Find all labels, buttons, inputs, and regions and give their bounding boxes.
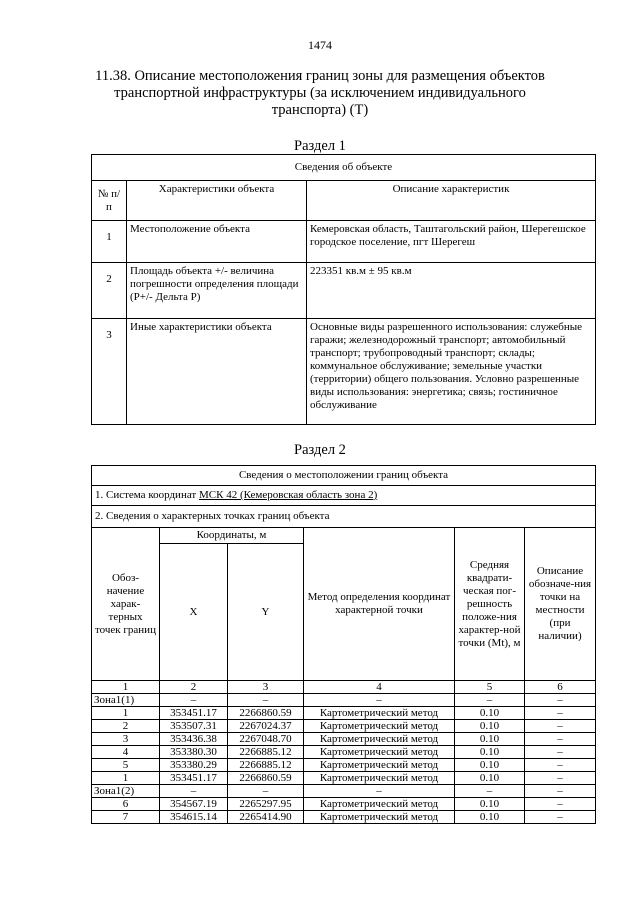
point-x: – — [160, 694, 228, 707]
table-row — [92, 707, 596, 720]
boundary-info-header: Сведения о местоположении границ объекта — [92, 466, 596, 486]
point-y: 2267048.70 — [228, 733, 304, 746]
col-char-header: Характеристики объекта — [127, 181, 307, 221]
table-row — [92, 319, 596, 425]
col-number: 5 — [455, 681, 525, 694]
point-desc: – — [525, 746, 596, 759]
point-name: 7 — [92, 811, 160, 824]
point-method: – — [304, 785, 455, 798]
point-name: Зона1(2) — [92, 785, 160, 798]
point-name: 6 — [92, 798, 160, 811]
point-error: 0.10 — [455, 811, 525, 824]
zone-row — [92, 785, 596, 798]
point-y: 2266885.12 — [228, 746, 304, 759]
point-y: – — [228, 694, 304, 707]
section2-title: Раздел 2 — [294, 442, 346, 458]
point-x: 353380.30 — [160, 746, 228, 759]
table-row — [92, 720, 596, 733]
table-row — [92, 759, 596, 772]
row-char: Местоположение объекта — [127, 221, 307, 263]
col-y-header: Y — [228, 544, 304, 681]
point-name: Зона1(1) — [92, 694, 160, 707]
coordinate-system-row — [92, 486, 596, 506]
point-y: 2267024.37 — [228, 720, 304, 733]
point-desc: – — [525, 785, 596, 798]
point-desc: – — [525, 720, 596, 733]
point-error: 0.10 — [455, 759, 525, 772]
point-desc: – — [525, 772, 596, 785]
table-row — [92, 263, 596, 319]
col-coordinates-header: Координаты, м — [160, 528, 304, 544]
row-char: Площадь объекта +/- величина погрешности определения площади (Р+/- Дельта Р) — [127, 263, 307, 319]
coordinate-system-label: 1. Система координат — [95, 489, 197, 501]
point-name: 1 — [92, 772, 160, 785]
table-row — [92, 221, 596, 263]
column-numbers-row — [92, 681, 596, 694]
col-number: 6 — [525, 681, 596, 694]
col-x-header: X — [160, 544, 228, 681]
point-name: 5 — [92, 759, 160, 772]
point-error: 0.10 — [455, 720, 525, 733]
point-error: 0.10 — [455, 798, 525, 811]
coordinate-system-value: МСК 42 (Кемеровская область зона 2) — [198, 489, 378, 501]
page-number: 1474 — [308, 38, 332, 52]
col-number: 4 — [304, 681, 455, 694]
zone-row — [92, 694, 596, 707]
point-y: 2266860.59 — [228, 707, 304, 720]
col-num-header: № п/п — [92, 181, 127, 221]
table-row — [92, 811, 596, 824]
point-method: Картометрический метод — [304, 798, 455, 811]
row-desc: Кемеровская область, Таштагольский район, Шерегешское городское поселение, пгт Шерегеш — [307, 221, 596, 263]
point-name: 2 — [92, 720, 160, 733]
point-error: 0.10 — [455, 707, 525, 720]
col-number: 3 — [228, 681, 304, 694]
table-row — [92, 798, 596, 811]
col-number: 2 — [160, 681, 228, 694]
col-point-name-header: Обоз-начение харак-терных точек границ — [92, 528, 160, 681]
point-desc: – — [525, 694, 596, 707]
col-number: 1 — [92, 681, 160, 694]
row-char: Иные характеристики объекта — [127, 319, 307, 425]
point-x: 354567.19 — [160, 798, 228, 811]
point-y: 2265414.90 — [228, 811, 304, 824]
point-name: 1 — [92, 707, 160, 720]
point-x: – — [160, 785, 228, 798]
point-error: – — [455, 785, 525, 798]
table-row — [92, 772, 596, 785]
row-num: 1 — [92, 221, 127, 263]
point-error: 0.10 — [455, 772, 525, 785]
point-method: Картометрический метод — [304, 733, 455, 746]
point-name: 3 — [92, 733, 160, 746]
object-info-header: Сведения об объекте — [92, 155, 596, 181]
point-desc: – — [525, 759, 596, 772]
point-x: 353436.38 — [160, 733, 228, 746]
col-method-header: Метод определения координат характерной точки — [304, 528, 455, 681]
point-desc: – — [525, 811, 596, 824]
point-method: Картометрический метод — [304, 720, 455, 733]
document-title: 11.38. Описание местоположения границ зоны для размещения объектов транспортной инфраструктуры (за исключением индивидуального транспорта) (Т) — [95, 68, 545, 118]
point-error: 0.10 — [455, 733, 525, 746]
points-header: 2. Сведения о характерных точках границ объекта — [92, 506, 596, 528]
point-y: 2266885.12 — [228, 759, 304, 772]
point-error: 0.10 — [455, 746, 525, 759]
point-x: 354615.14 — [160, 811, 228, 824]
point-method: Картометрический метод — [304, 772, 455, 785]
point-name: 4 — [92, 746, 160, 759]
row-desc: Основные виды разрешенного использования: служебные гаражи; железнодорожный транспорт; автомобильный транспорт; трубопроводный транспорт; склады; коммунальное обслуживание; земельные участки (территории) общего пользования. Условно разрешенные виды использования: энергетика; связь; гостиничное обслуживание — [307, 319, 596, 425]
point-method: Картометрический метод — [304, 811, 455, 824]
row-desc: 223351 кв.м ± 95 кв.м — [307, 263, 596, 319]
object-info-table — [91, 154, 596, 425]
point-x: 353451.17 — [160, 772, 228, 785]
point-method: Картометрический метод — [304, 746, 455, 759]
point-desc: – — [525, 733, 596, 746]
point-y: 2265297.95 — [228, 798, 304, 811]
table-row — [92, 733, 596, 746]
col-location-desc-header: Описание обозначе-ния точки на местности (при наличии) — [525, 528, 596, 681]
point-desc: – — [525, 707, 596, 720]
col-desc-header: Описание характеристик — [307, 181, 596, 221]
point-error: – — [455, 694, 525, 707]
col-error-header: Средняя квадрати-ческая пог-решность положе-ния характер-ной точки (Мt), м — [455, 528, 525, 681]
table-row — [92, 746, 596, 759]
point-x: 353451.17 — [160, 707, 228, 720]
point-desc: – — [525, 798, 596, 811]
point-method: – — [304, 694, 455, 707]
boundary-points-table — [91, 465, 596, 824]
point-x: 353507.31 — [160, 720, 228, 733]
point-y: 2266860.59 — [228, 772, 304, 785]
section1-title: Раздел 1 — [294, 138, 346, 154]
point-y: – — [228, 785, 304, 798]
row-num: 2 — [92, 263, 127, 319]
point-x: 353380.29 — [160, 759, 228, 772]
row-num: 3 — [92, 319, 127, 425]
point-method: Картометрический метод — [304, 707, 455, 720]
point-method: Картометрический метод — [304, 759, 455, 772]
